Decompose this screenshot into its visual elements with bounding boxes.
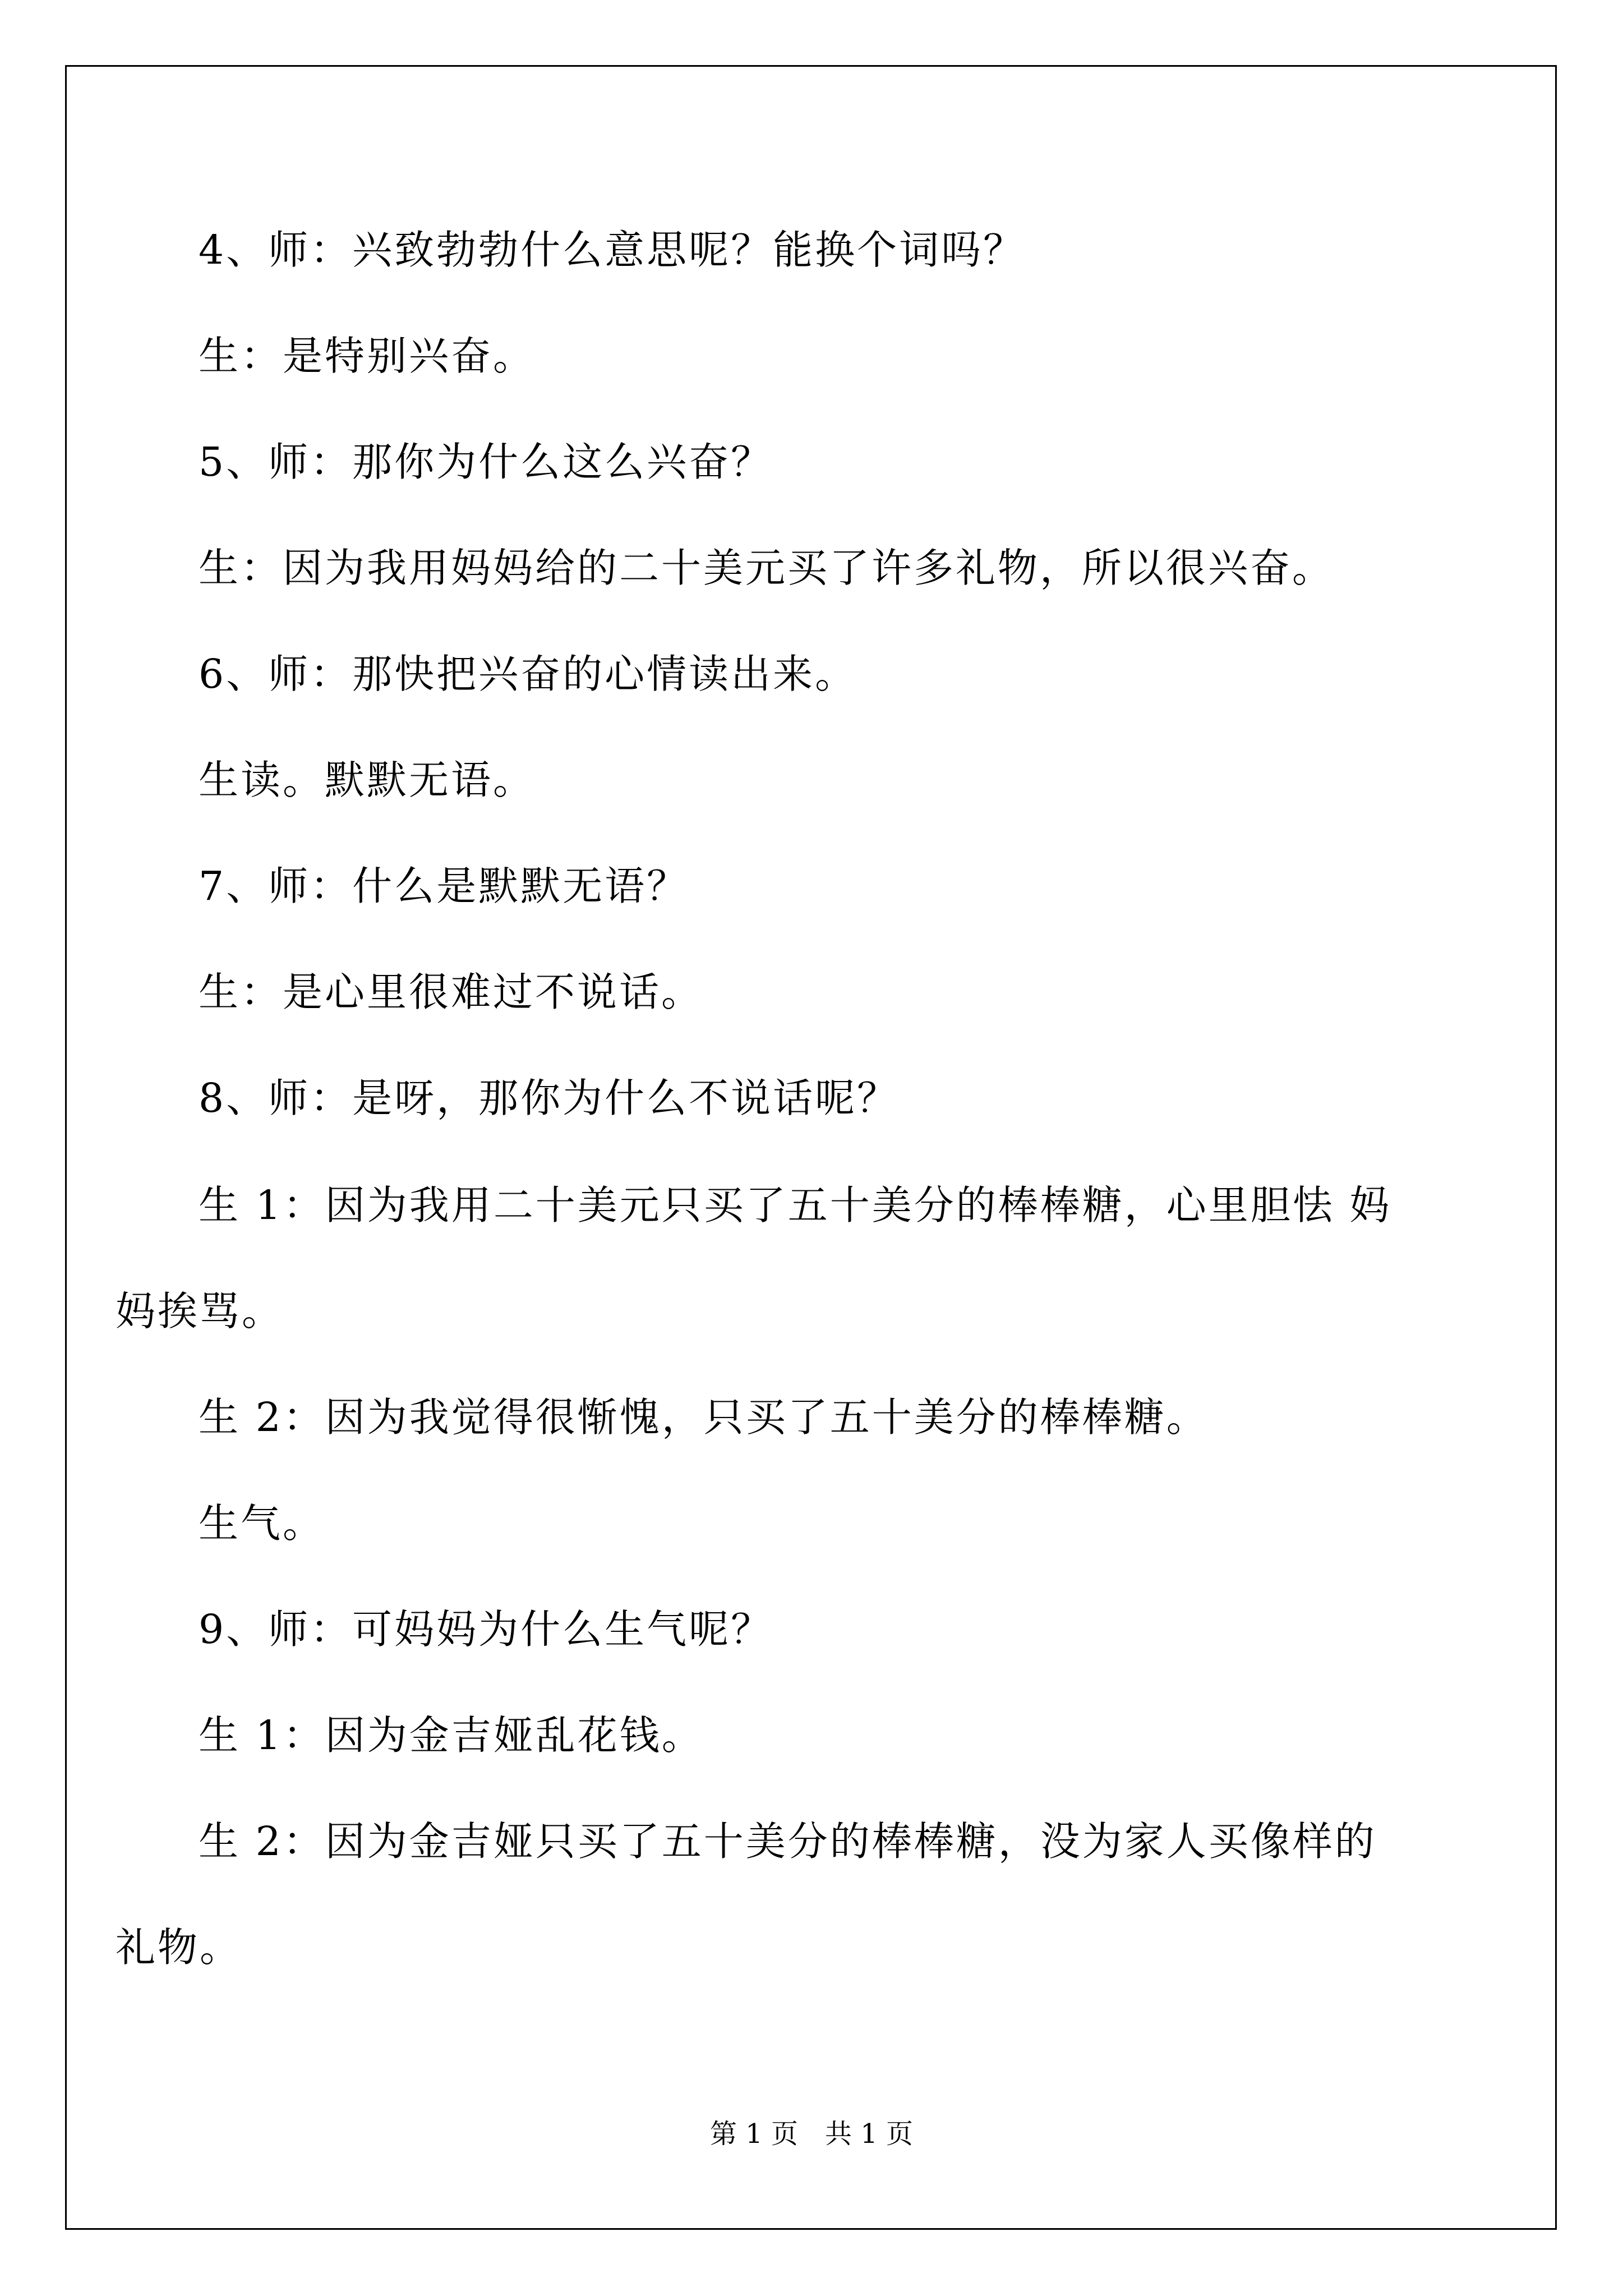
paragraph: 5、师：那你为什么这么兴奋？ <box>199 439 773 485</box>
page-border <box>65 65 1557 2230</box>
paragraph: 生 2：因为我觉得很惭愧，只买了五十美分的棒棒糖。 <box>199 1394 1209 1441</box>
paragraph: 6、师：那快把兴奋的心情读出来。 <box>199 651 857 697</box>
paragraph: 4、师：兴致勃勃什么意思呢？能换个词吗？ <box>199 227 1026 273</box>
paragraph-continuation: 礼物。 <box>116 1924 242 1971</box>
paragraph: 生：因为我用妈妈给的二十美元买了许多礼物，所以很兴奋。 <box>199 545 1335 591</box>
paragraph: 生气。 <box>199 1500 325 1547</box>
paragraph: 生 1：因为金吉娅乱花钱。 <box>199 1712 704 1759</box>
paragraph: 生 1：因为我用二十美元只买了五十美分的棒棒糖，心里胆怯 妈 <box>199 1182 1392 1228</box>
paragraph: 生 2：因为金吉娅只买了五十美分的棒棒糖，没为家人买像样的 <box>199 1818 1377 1865</box>
page-footer: 第 1 页 共 1 页 <box>709 2118 914 2150</box>
paragraph-continuation: 妈挨骂。 <box>116 1288 284 1335</box>
paragraph: 8、师：是呀，那你为什么不说话呢？ <box>199 1075 900 1121</box>
paragraph: 生读。默默无语。 <box>199 757 536 803</box>
paragraph: 生：是特别兴奋。 <box>199 333 536 379</box>
paragraph: 生：是心里很难过不说话。 <box>199 969 704 1015</box>
paragraph: 9、师：可妈妈为什么生气呢？ <box>199 1606 773 1653</box>
paragraph: 7、师：什么是默默无语？ <box>199 863 689 909</box>
